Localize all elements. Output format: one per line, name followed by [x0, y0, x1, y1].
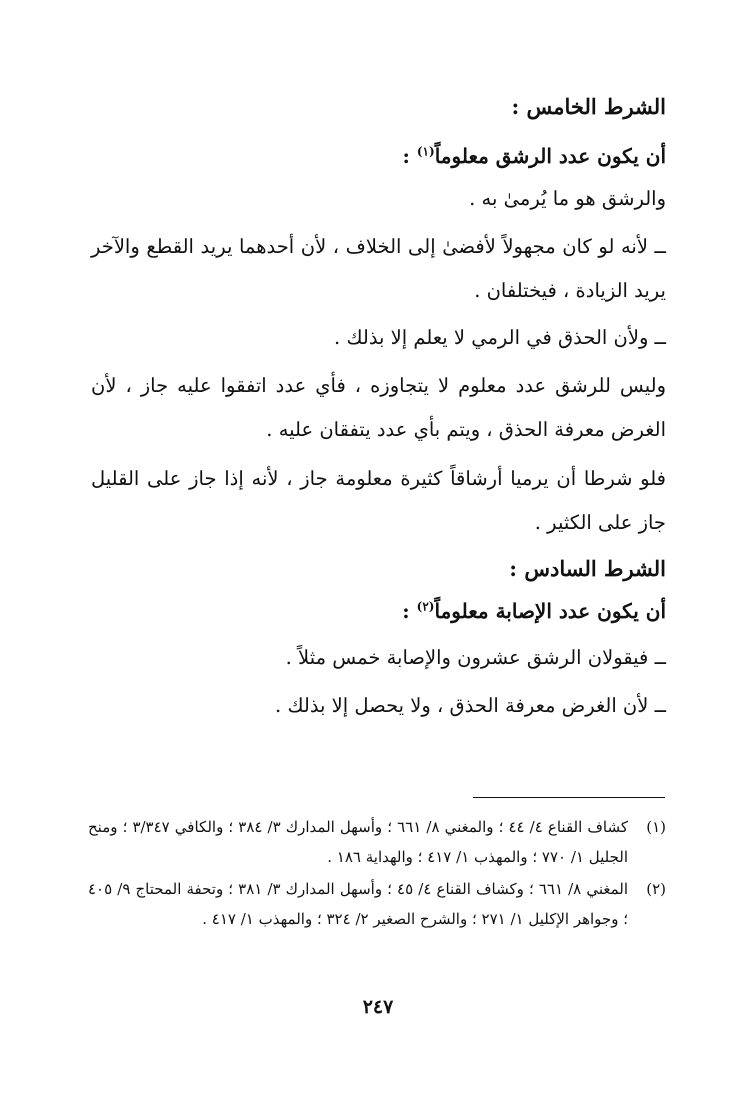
- fifth-condition-colon: :: [402, 144, 417, 168]
- sixth-condition-statement: [91, 596, 666, 626]
- footnote-reference-1[interactable]: (١): [416, 144, 435, 159]
- sixth-condition-text: أن يكون عدد الإصابة معلوماً: [434, 599, 666, 623]
- footnote-1-text: كشاف القناع ٤/ ٤٤ ؛ والمغني ٨/ ٦٦١ ؛ وأسهل المدارك ٣/ ٣٨٤ ؛ والكافي ٣/٣٤٧ ؛ ومنح الجليل ١/ ٧٧٠ ؛ والمهذب ١/ ٤١٧ ؛ والهداية ١٨٦ .: [88, 818, 628, 866]
- sixth-condition-colon: :: [402, 599, 417, 623]
- footnote-1: [88, 812, 666, 872]
- sixth-condition-heading: الشرط السادس :: [509, 556, 666, 581]
- footnote-separator: [473, 797, 665, 798]
- sixth-paragraph-1: ــ فيقولان الرشق عشرون والإصابة خمس مثلاً .: [285, 646, 666, 669]
- fifth-condition-text: أن يكون عدد الرشق معلوماً: [434, 144, 666, 168]
- footnote-1-number: (١): [646, 818, 666, 836]
- fifth-paragraph-2: ــ لأنه لو كان مجهولاً لأفضىٰ إلى الخلاف ، لأن أحدهما يريد القطع والآخر يريد الزيادة ، فيختلفان .: [91, 235, 666, 302]
- footnote-2: [88, 874, 666, 934]
- sixth-paragraph-2: ــ لأن الغرض معرفة الحذق ، ولا يحصل إلا بذلك .: [275, 694, 666, 717]
- fifth-paragraph-5: فلو شرطا أن يرميا أرشاقاً كثيرة معلومة جاز ، لأنه إذا جاز على القليل جاز على الكثير .: [91, 467, 666, 534]
- footnote-2-number: (٢): [646, 880, 666, 898]
- fifth-paragraph-1: والرشق هو ما يُرمىٰ به .: [469, 187, 666, 210]
- fifth-paragraph-4: وليس للرشق عدد معلوم لا يتجاوزه ، فأي عدد اتفقوا عليه جاز ، لأن الغرض معرفة الحذق ، ويتم بأي عدد يتفقان عليه .: [91, 374, 666, 441]
- fifth-condition-statement: [91, 141, 666, 171]
- fifth-paragraph-3: ــ ولأن الحذق في الرمي لا يعلم إلا بذلك .: [334, 326, 666, 349]
- fifth-condition-heading: الشرط الخامس :: [511, 94, 666, 119]
- page-number: ٢٤٧: [362, 996, 394, 1018]
- footnote-reference-2[interactable]: (٢): [416, 599, 435, 614]
- footnote-2-text: المغني ٨/ ٦٦١ ؛ وكشاف القناع ٤/ ٤٥ ؛ وأسهل المدارك ٣/ ٣٨١ ؛ وتحفة المحتاج ٩/ ٤٠٥ ؛ وجواهر الإكليل ١/ ٢٧١ ؛ والشرح الصغير ٢/ ٣٢٤ ؛ والمهذب ١/ ٤١٧ .: [88, 880, 628, 928]
